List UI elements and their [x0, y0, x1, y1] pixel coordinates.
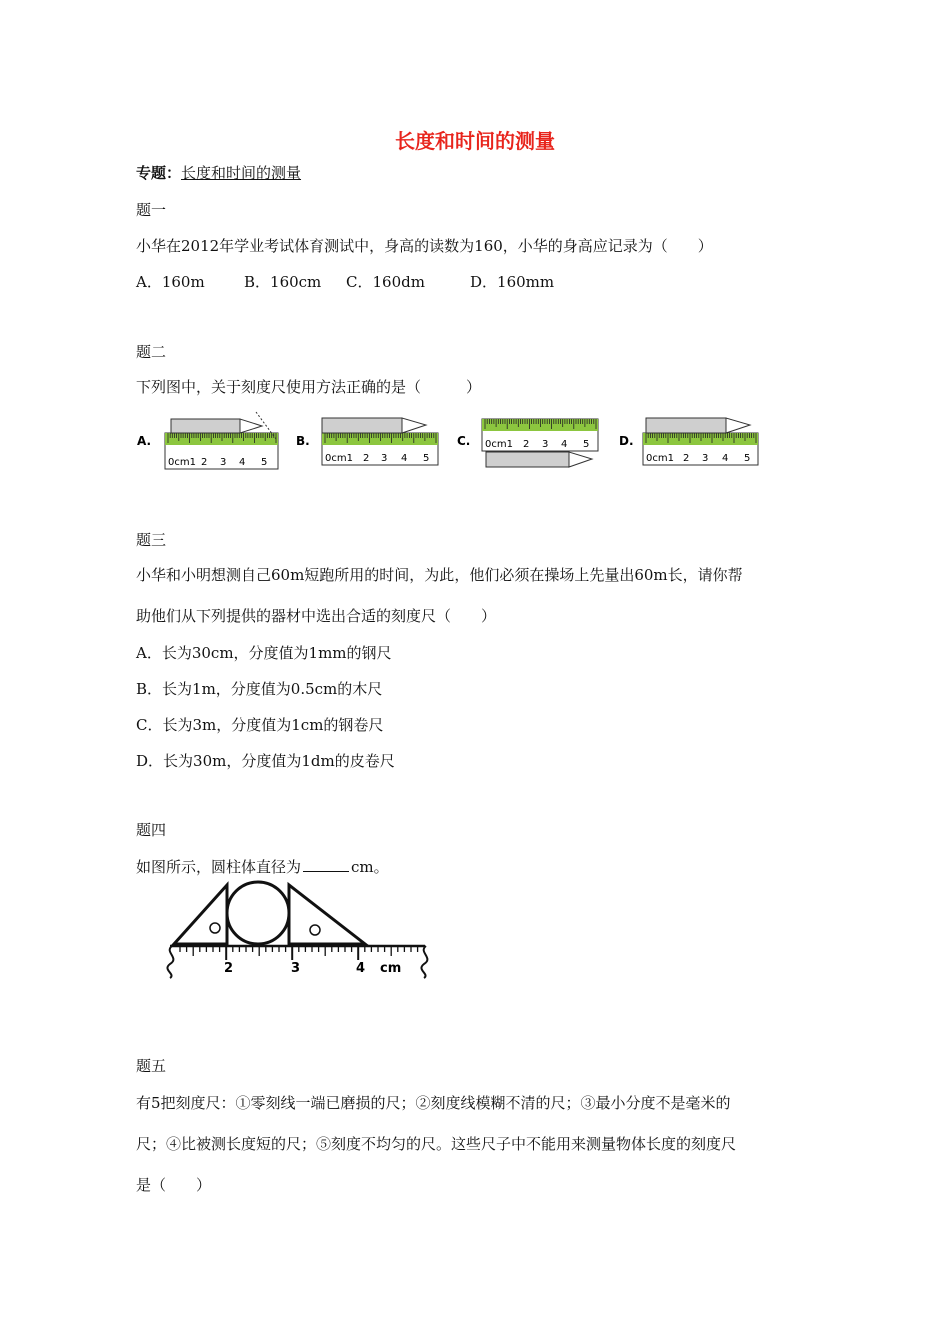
q4-stem-before: 如图所示，圆柱体直径为: [136, 858, 302, 876]
left-triangle-hole: [210, 923, 220, 933]
ruler-d-label-4: 4: [722, 453, 729, 464]
ruler-d-label-5: 5: [744, 453, 751, 464]
q2-figure-c: [457, 419, 598, 467]
q4-label-2: 2: [224, 961, 234, 976]
ruler-c-label-3: 3: [542, 439, 549, 450]
q5-stem-line1: 有5把刻度尺：①零刻线一端已磨损的尺；②刻度线模糊不清的尺；③最小分度不是毫米的: [136, 1094, 731, 1112]
q1-stem: 小华在2012年学业考试体育测试中，身高的读数为160，小华的身高应记录为（ ）: [136, 237, 713, 255]
ruler-b-label-5: 5: [423, 453, 430, 464]
q2-option-b-label: B.: [296, 434, 310, 448]
q4-label-cm: cm: [380, 961, 402, 976]
q4-heading: 题四: [136, 821, 167, 839]
q5-stem-line3: 是（ ）: [136, 1176, 212, 1194]
cylinder-circle: [227, 882, 289, 944]
ruler-c-label-2: 2: [523, 439, 530, 450]
q3-stem-line2: 助他们从下列提供的器材中选出合适的刻度尺（ ）: [136, 607, 497, 625]
q2-heading: 题二: [136, 343, 167, 361]
right-triangle-hole: [310, 925, 320, 935]
page-title: 长度和时间的测量: [395, 129, 555, 153]
q2-figure-a: [137, 412, 278, 469]
ruler-a-label-0: 0cm1: [168, 457, 196, 468]
ruler-d-label-2: 2: [683, 453, 690, 464]
q4-label-3: 3: [291, 961, 301, 976]
q1-option-b: B．160cm: [244, 273, 322, 291]
q2-figures: [130, 405, 770, 477]
q1-option-a: A．160m: [136, 273, 205, 291]
pencil-d-body: [646, 418, 726, 433]
ruler-b-label-0: 0cm1: [325, 453, 353, 464]
q3-heading: 题三: [136, 531, 167, 549]
q4-figure: [160, 880, 440, 985]
q2-figure-b: [296, 418, 438, 465]
ruler-a-label-4: 4: [239, 457, 246, 468]
q2-figure-d: [619, 418, 758, 465]
ruler-b-label-2: 2: [363, 453, 370, 464]
q2-stem: 下列图中，关于刻度尺使用方法正确的是（ ）: [136, 378, 482, 396]
ruler-right-break: [421, 946, 427, 978]
ruler-a-label-5: 5: [261, 457, 268, 468]
pencil-a-tip: [240, 419, 262, 433]
q1-heading: 题一: [136, 201, 167, 219]
q1-option-c: C．160dm: [346, 273, 425, 291]
q2-option-c-label: C.: [457, 434, 471, 448]
ruler-d-label-0: 0cm1: [646, 453, 674, 464]
q4-stem-after: cm。: [351, 858, 389, 876]
ruler-b-label-4: 4: [401, 453, 408, 464]
ruler-a-label-2: 2: [201, 457, 208, 468]
q1-option-d: D．160mm: [470, 273, 555, 291]
q2-option-a-label: A.: [137, 434, 152, 448]
pencil-c-body: [486, 452, 569, 467]
ruler-a-label-3: 3: [220, 457, 227, 468]
topic-label: 专题：: [136, 164, 182, 182]
left-triangle: [174, 885, 227, 944]
pencil-a-body: [171, 419, 240, 433]
q4-ruler-ticks: [180, 946, 418, 960]
topic-line: [136, 163, 301, 183]
pencil-c-tip: [569, 452, 592, 467]
pencil-d-tip: [726, 418, 750, 433]
pencil-b-tip: [402, 418, 426, 433]
q5-stem-line2: 尺；④比被测长度短的尺；⑤刻度不均匀的尺。这些尺子中不能用来测量物体长度的刻度尺: [136, 1135, 737, 1153]
ruler-d-label-3: 3: [702, 453, 709, 464]
q3-stem-line1: 小华和小明想测自己60m短跑所用的时间，为此，他们必须在操场上先量出60m长，请你帮: [136, 566, 743, 584]
ruler-left-break: [167, 946, 173, 978]
ruler-c-label-5: 5: [583, 439, 590, 450]
q4-stem: [136, 857, 389, 877]
q3-option-c: C．长为3m，分度值为1cm的钢卷尺: [136, 716, 384, 734]
right-triangle: [289, 885, 365, 944]
q4-answer-blank[interactable]: [303, 857, 349, 872]
q3-option-d: D．长为30m，分度值为1dm的皮卷尺: [136, 752, 395, 770]
q3-option-b: B．长为1m，分度值为0.5cm的木尺: [136, 680, 383, 698]
ruler-c-label-4: 4: [561, 439, 568, 450]
ruler-b-label-3: 3: [381, 453, 388, 464]
q2-option-d-label: D.: [619, 434, 634, 448]
q3-option-a: A．长为30cm，分度值为1mm的钢尺: [136, 644, 392, 662]
q5-heading: 题五: [136, 1057, 167, 1075]
topic-value: 长度和时间的测量: [181, 164, 302, 182]
q4-label-4: 4: [356, 961, 366, 976]
ruler-c-label-0: 0cm1: [485, 439, 513, 450]
pencil-b-body: [322, 418, 402, 433]
